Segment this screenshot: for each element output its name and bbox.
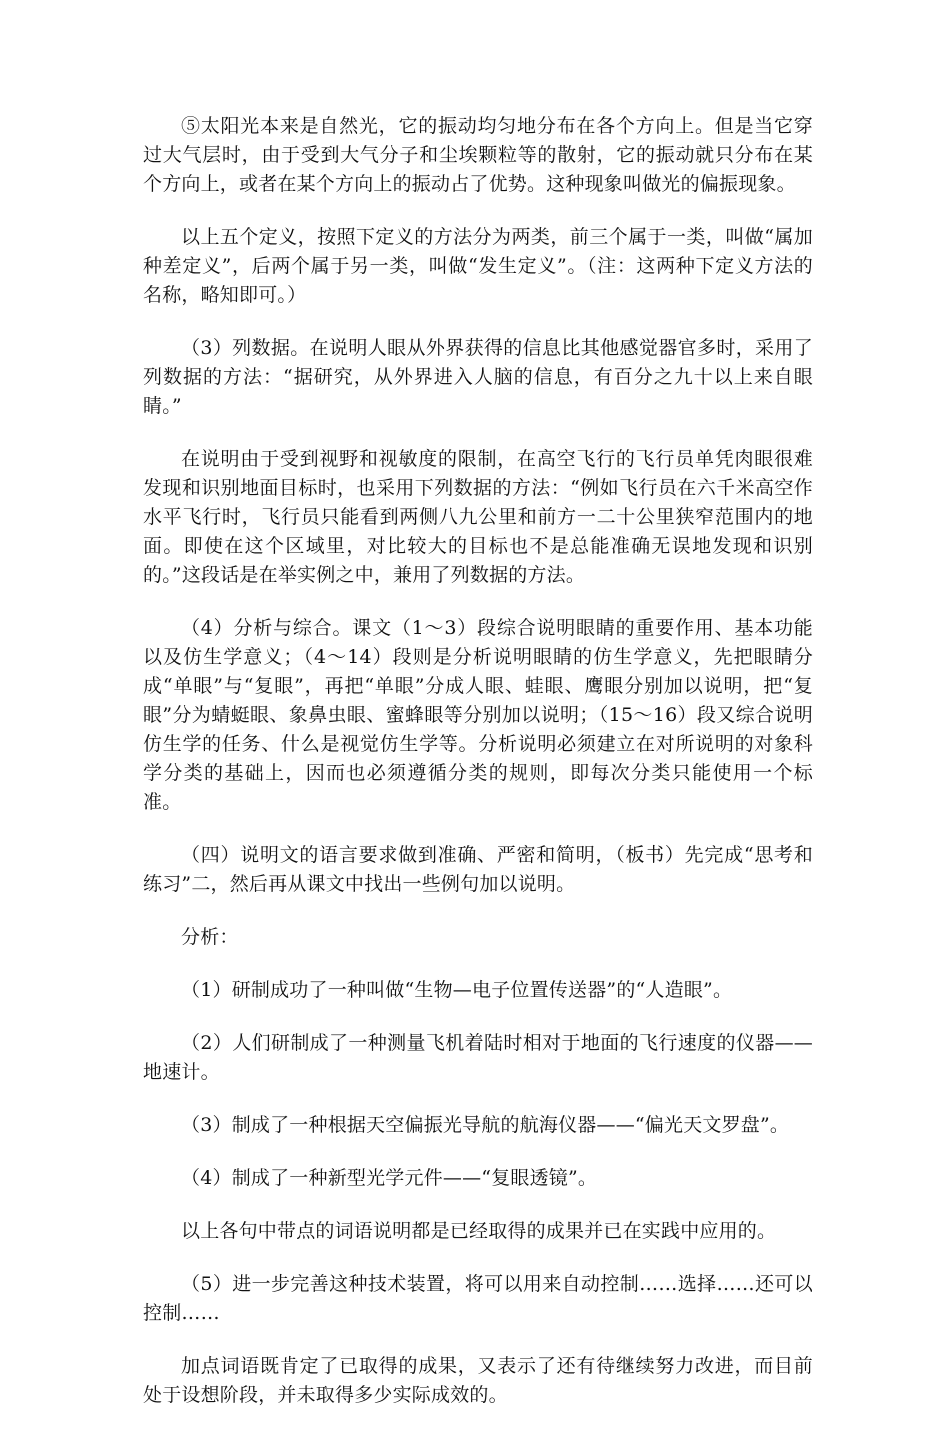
paragraph-example-5: （5）进一步完善这种技术装置，将可以用来自动控制……选择……还可以控制……: [143, 1273, 813, 1324]
paragraph-list-data: （3）列数据。在说明人眼从外界获得的信息比其他感觉器官多时，采用了列数据的方法：“据研究，从外界进入人脑的信息，有百分之九十以上来自眼睛。”: [143, 337, 813, 417]
paragraph-definition-types: 以上五个定义，按照下定义的方法分为两类，前三个属于一类，叫做“属加种差定义”，后两个属于另一类，叫做“发生定义”。（注：这两种下定义方法的名称，略知即可。）: [143, 226, 813, 306]
paragraph-polarization: ⑤太阳光本来是自然光，它的振动均匀地分布在各个方向上。但是当它穿过大气层时，由于受到大气分子和尘埃颗粒等的散射，它的振动就只分布在某个方向上，或者在某个方向上的振动占了优势。这种现象叫做光的偏振现象。: [143, 115, 813, 195]
paragraph-summary-2: 加点词语既肯定了已取得的成果，又表示了还有待继续努力改进，而目前处于设想阶段，并未取得多少实际成效的。: [143, 1355, 813, 1406]
paragraph-example-2: （2）人们研制成了一种测量飞机着陆时相对于地面的飞行速度的仪器——地速计。: [143, 1032, 813, 1083]
paragraph-example-1: （1）研制成功了一种叫做“生物—电子位置传送器”的“人造眼”。: [181, 979, 733, 1001]
paragraph-language-requirements: （四）说明文的语言要求做到准确、严密和简明，（板书）先完成“思考和练习”二，然后再从课文中找出一些例句加以说明。: [143, 844, 813, 895]
paragraph-example-4: （4）制成了一种新型光学元件——“复眼透镜”。: [181, 1167, 598, 1189]
paragraph-summary-1: 以上各句中带点的词语说明都是已经取得的成果并已在实践中应用的。: [181, 1220, 777, 1242]
paragraph-analysis-synthesis: （4）分析与综合。课文（1～3）段综合说明眼睛的重要作用、基本功能以及仿生学意义；（4～14）段则是分析说明眼睛的仿生学意义，先把眼睛分成“单眼”与“复眼”，再把“单眼”分成人眼、蛙眼、鹰眼分别加以说明，把“复眼”分为蜻蜓眼、象鼻虫眼、蜜蜂眼等分别加以说明；（15～16）段又综合说明仿生学的任务、什么是视觉仿生学等。分析说明必须建立在对所说明的对象科学分类的基础上，因而也必须遵循分类的规则，即每次分类只能使用一个标准。: [143, 617, 813, 813]
paragraph-analysis-heading: 分析：: [181, 926, 239, 948]
document-body: [143, 112, 813, 1434]
paragraph-example-3: （3）制成了一种根据天空偏振光导航的航海仪器——“偏光天文罗盘”。: [181, 1114, 790, 1136]
paragraph-pilot-example: 在说明由于受到视野和视敏度的限制，在高空飞行的飞行员单凭肉眼很难发现和识别地面目标时，也采用下列数据的方法：“例如飞行员在六千米高空作水平飞行时，飞行员只能看到两侧八九公里和前方一二十公里狭窄范围内的地面。即使在这个区域里，对比较大的目标也不是总能准确无误地发现和识别的。”这段话是在举实例之中，兼用了列数据的方法。: [143, 448, 813, 586]
